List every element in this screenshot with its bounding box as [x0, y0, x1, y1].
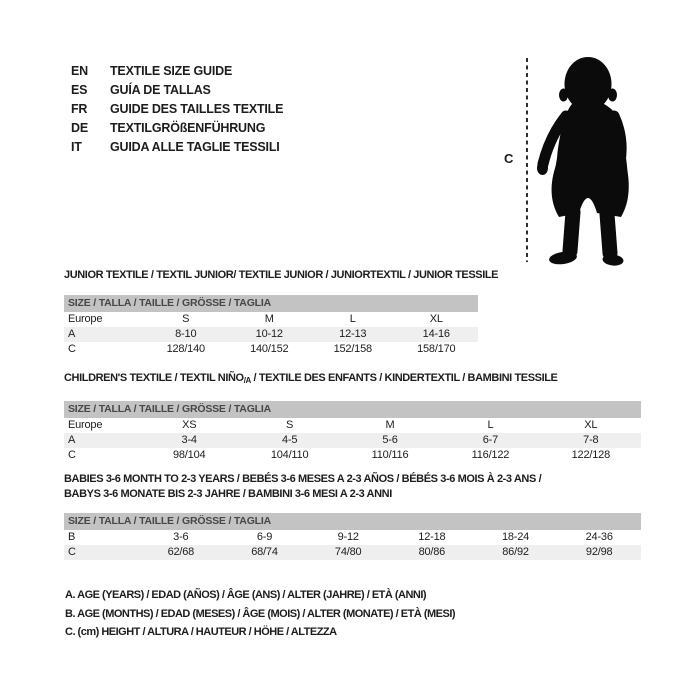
row-label: C	[68, 342, 76, 355]
table-row	[64, 433, 641, 448]
row-label: B	[68, 531, 76, 543]
table-cell: S	[286, 418, 294, 431]
language-label: GUIDE DES TAILLES TEXTILE	[110, 102, 284, 116]
language-item	[71, 138, 283, 157]
table-row	[64, 312, 478, 327]
table-cell: 68/74	[251, 546, 278, 558]
table-cell: 24-36	[585, 531, 613, 543]
language-code: EN	[71, 64, 88, 78]
row-label: Europe	[68, 312, 103, 325]
baby-silhouette-icon	[535, 52, 645, 267]
row-label: C	[68, 546, 76, 558]
size-table-section-0	[64, 268, 499, 357]
language-label: TEXTILE SIZE GUIDE	[110, 64, 233, 78]
language-item	[71, 81, 283, 100]
table-title-line	[64, 268, 499, 283]
table-cell: 74/80	[334, 546, 362, 558]
table-cell: 18-24	[501, 531, 530, 543]
language-code: DE	[71, 121, 88, 135]
height-dashed-line	[526, 58, 528, 262]
height-measure-label: C	[504, 151, 514, 166]
footnote-line: C. (cm) HEIGHT / ALTURA / HAUTEUR / HÖHE / ALTEZZA	[65, 626, 337, 638]
table-cell: L	[487, 418, 494, 431]
table-cell: 8-10	[175, 327, 197, 340]
language-label: GUÍA DE TALLAS	[110, 83, 211, 97]
table-cell: 104/110	[270, 448, 309, 461]
row-label: A	[68, 433, 76, 446]
table-cell: M	[385, 418, 395, 431]
table-cell: 3-4	[181, 433, 197, 446]
title-text: CHILDREN'S TEXTILE / TEXTIL NIÑO	[64, 372, 244, 384]
language-code: FR	[71, 102, 88, 116]
table-cell: XL	[429, 312, 443, 325]
table-cell: 110/116	[371, 448, 409, 461]
table-row	[64, 530, 641, 545]
table-cell: 3-6	[173, 531, 189, 543]
table-row	[64, 342, 478, 357]
table-title	[64, 472, 641, 501]
row-label: C	[68, 448, 76, 461]
table-cell: 86/92	[502, 546, 529, 558]
language-code: ES	[71, 83, 88, 97]
table-cell: 152/158	[333, 342, 372, 355]
table-row	[64, 327, 478, 342]
language-item	[71, 119, 283, 138]
table-cell: 128/140	[166, 342, 205, 355]
table-cell: XL	[584, 418, 598, 431]
table-row	[64, 545, 641, 560]
table-cell: M	[264, 312, 274, 325]
table-cell: 4-5	[281, 433, 298, 446]
footnote-line: B. AGE (MONTHS) / EDAD (MESES) / ÂGE (MOIS) / ALTER (MONATE) / ETÀ (MESI)	[65, 607, 456, 620]
table-title	[64, 371, 641, 389]
size-table-section-2	[64, 472, 641, 560]
language-item	[71, 62, 283, 81]
table-row	[64, 448, 641, 463]
title-text: BABYS 3-6 MONATE BIS 2-3 JAHRE / BAMBINI 3-6 MESI A 2-3 ANNI	[64, 487, 392, 500]
language-label: TEXTILGRÖßENFÜHRUNG	[110, 121, 266, 135]
table-title-line	[64, 487, 641, 502]
table-cell: 6-7	[482, 433, 499, 446]
table-cell: S	[182, 312, 190, 325]
table-cell: 10-12	[255, 327, 283, 340]
height-measure-figure	[500, 50, 650, 268]
table-cell: 158/170	[417, 342, 456, 355]
table-cell: XS	[182, 418, 197, 431]
footnote-line: A. AGE (YEARS) / EDAD (AÑOS) / ÂGE (ANS) / ALTER (JAHRE) / ETÀ (ANNI)	[65, 589, 427, 601]
table-cell: 14-16	[422, 327, 450, 340]
table-row	[64, 418, 641, 433]
title-text: JUNIOR TEXTILE / TEXTIL JUNIOR/ TEXTILE JUNIOR / JUNIORTEXTIL / JUNIOR TESSILE	[64, 269, 499, 281]
title-text: BABIES 3-6 MONTH TO 2-3 YEARS / BEBÉS 3-6 MESES A 2-3 AÑOS / BÉBÉS 3-6 MOIS À 2-3 ANS /	[64, 473, 542, 485]
size-header-bar: SIZE / TALLA / TAILLE / GRÖSSE / TAGLIA	[64, 513, 641, 530]
table-cell: 12-13	[339, 327, 367, 340]
table-cell: 98/104	[172, 448, 206, 461]
table-cell: 80/86	[418, 546, 446, 558]
table-cell: 5-6	[382, 433, 398, 446]
footnotes	[65, 586, 455, 642]
title-text: / TEXTILE DES ENFANTS / KINDERTEXTIL / BAMBINI TESSILE	[250, 372, 558, 384]
title-subscript: /A	[243, 376, 251, 385]
table-cell: 6-9	[256, 531, 273, 543]
table-cell: 92/98	[585, 546, 613, 558]
row-label: Europe	[68, 418, 103, 431]
table-cell: 122/128	[571, 448, 611, 461]
language-list	[71, 62, 283, 157]
size-header-bar: SIZE / TALLA / TAILLE / GRÖSSE / TAGLIA	[64, 401, 641, 418]
table-cell: 62/68	[167, 546, 195, 558]
table-cell: 12-18	[418, 531, 446, 543]
size-table-section-1	[64, 371, 641, 463]
table-cell: L	[349, 312, 356, 325]
size-header-bar: SIZE / TALLA / TAILLE / GRÖSSE / TAGLIA	[64, 295, 478, 312]
table-cell: 7-8	[583, 433, 599, 446]
language-label: GUIDA ALLE TAGLIE TESSILI	[110, 140, 280, 154]
table-title-line	[64, 472, 641, 487]
language-code: IT	[71, 140, 82, 154]
table-title	[64, 268, 499, 283]
table-cell: 9-12	[337, 531, 359, 543]
table-cell: 116/122	[471, 448, 510, 461]
row-label: A	[68, 327, 76, 340]
table-cell: 140/152	[250, 342, 289, 355]
language-item	[71, 100, 283, 119]
table-title-line	[64, 371, 641, 389]
